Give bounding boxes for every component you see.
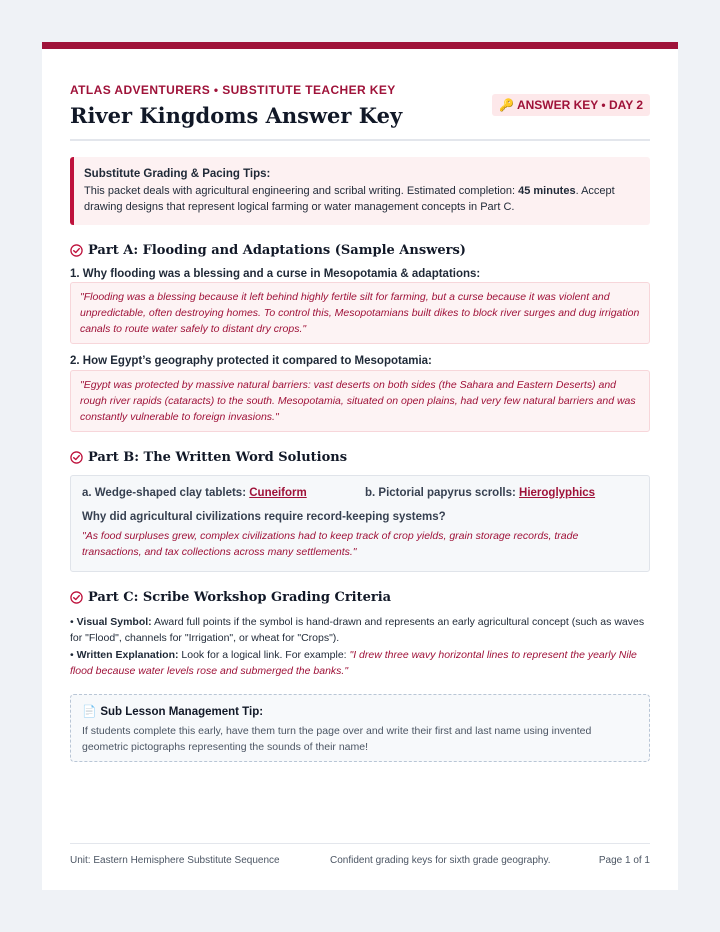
- part-c-heading: [70, 590, 391, 605]
- management-tip-box: [70, 694, 650, 762]
- management-tip-title: Sub Lesson Management Tip:: [100, 706, 264, 718]
- footer-tagline: Confident grading keys for sixth grade geography.: [330, 855, 551, 866]
- footer-page-number: Page 1 of 1: [598, 855, 650, 866]
- part-a-heading: [70, 243, 466, 258]
- record-keeping-question: Why did agricultural civilizations require record-keeping systems?: [82, 511, 446, 523]
- tips-title: Substitute Grading & Pacing Tips:: [84, 168, 271, 180]
- footer-unit: Unit: Eastern Hemisphere Substitute Sequence: [70, 855, 280, 866]
- tips-text: This packet deals with agricultural engineering and scribal writing. Estimated completion:: [84, 185, 519, 197]
- criteria-visual-symbol: • Visual Symbol: Award full points if the symbol is hand-drawn and represents an early agricultural concept (such as waves for "Flood", channels for "Irrigation", or wheat for "Crops").: [70, 616, 645, 644]
- answer-1: "Flooding was a blessing because it left behind highly fertile silt for farming, but a curse because it was violent and unpredictable, often destroying homes. To control this, Mesopotamians built dikes to block river surges and dug irrigation canals to route water safely to distant dry crops.": [70, 282, 650, 344]
- management-tip-body: If students complete this early, have them turn the page over and write their first and last name using invented geometric pictographs representing the sounds of their name!: [82, 725, 592, 753]
- check-circle-icon: [70, 451, 83, 464]
- answer-key-page: [42, 42, 678, 890]
- check-circle-icon: [70, 244, 83, 257]
- record-keeping-answer: "As food surpluses grew, complex civilizations had to keep track of crop yields, grain storage records, trade transactions, and tax collections across many settlements.": [82, 530, 579, 558]
- part-a-title: Part A: Flooding and Adaptations (Sample Answers): [88, 243, 466, 258]
- hieroglyphics-item: [365, 487, 595, 499]
- header-kicker: ATLAS ADVENTURERS • SUBSTITUTE TEACHER KEY: [70, 83, 396, 97]
- cuneiform-item: [82, 487, 307, 499]
- criteria-example: "I drew three wavy horizontal lines to represent the yearly Nile flood because water levels rose and submerged the banks.": [70, 649, 637, 677]
- document-icon: 📄: [82, 706, 97, 718]
- question-1: 1. Why flooding was a blessing and a curse in Mesopotamia & adaptations:: [70, 268, 481, 280]
- answer-2: "Egypt was protected by massive natural barriers: vast deserts on both sides (the Sahara and Eastern Deserts) and rough river rapids (cataracts) to the south. Mesopotamia, situated on open plains, had very few natural barriers and was constantly vulnerable to foreign invasions.": [70, 370, 650, 432]
- tips-text-end: . Accept drawing designs that represent logical farming or water management concepts in Part C.: [84, 185, 615, 213]
- criteria-label: Written Explanation:: [76, 649, 179, 661]
- tips-duration: 45 minutes: [518, 185, 576, 197]
- part-b-title: Part B: The Written Word Solutions: [88, 450, 348, 465]
- page-content: [70, 49, 650, 890]
- tips-body: [84, 183, 638, 215]
- cuneiform-answer: Cuneiform: [249, 487, 307, 499]
- part-b-box: [70, 475, 650, 572]
- hieroglyphics-label: b. Pictorial papyrus scrolls:: [365, 487, 520, 499]
- answer-key-badge: 🔑 ANSWER KEY • DAY 2: [492, 94, 650, 116]
- grading-tips-callout: [70, 157, 650, 225]
- page-title: River Kingdoms Answer Key: [70, 103, 403, 128]
- part-b-heading: [70, 450, 347, 465]
- criteria-text: Award full points if the symbol is hand-drawn and represents an early agricultural concept (such as waves for "Flood", channels for "Irrigation", or wheat for "Crops").: [70, 616, 645, 644]
- footer-divider: [70, 843, 650, 844]
- management-tip-header: [82, 704, 638, 720]
- header-divider: [70, 139, 650, 141]
- criteria-label: Visual Symbol:: [76, 616, 152, 628]
- cuneiform-label: a. Wedge-shaped clay tablets:: [82, 487, 250, 499]
- part-c-title: Part C: Scribe Workshop Grading Criteria: [88, 590, 392, 605]
- hieroglyphics-answer: Hieroglyphics: [519, 487, 596, 499]
- check-circle-icon: [70, 591, 83, 604]
- question-2: 2. How Egypt’s geography protected it compared to Mesopotamia:: [70, 355, 432, 367]
- criteria-text: Look for a logical link. For example:: [178, 649, 350, 661]
- criteria-written-explanation: • Written Explanation: Look for a logical link. For example: "I drew three wavy horizontal lines to represent the yearly Nile flood because water levels rose and submerged the banks.": [70, 649, 637, 677]
